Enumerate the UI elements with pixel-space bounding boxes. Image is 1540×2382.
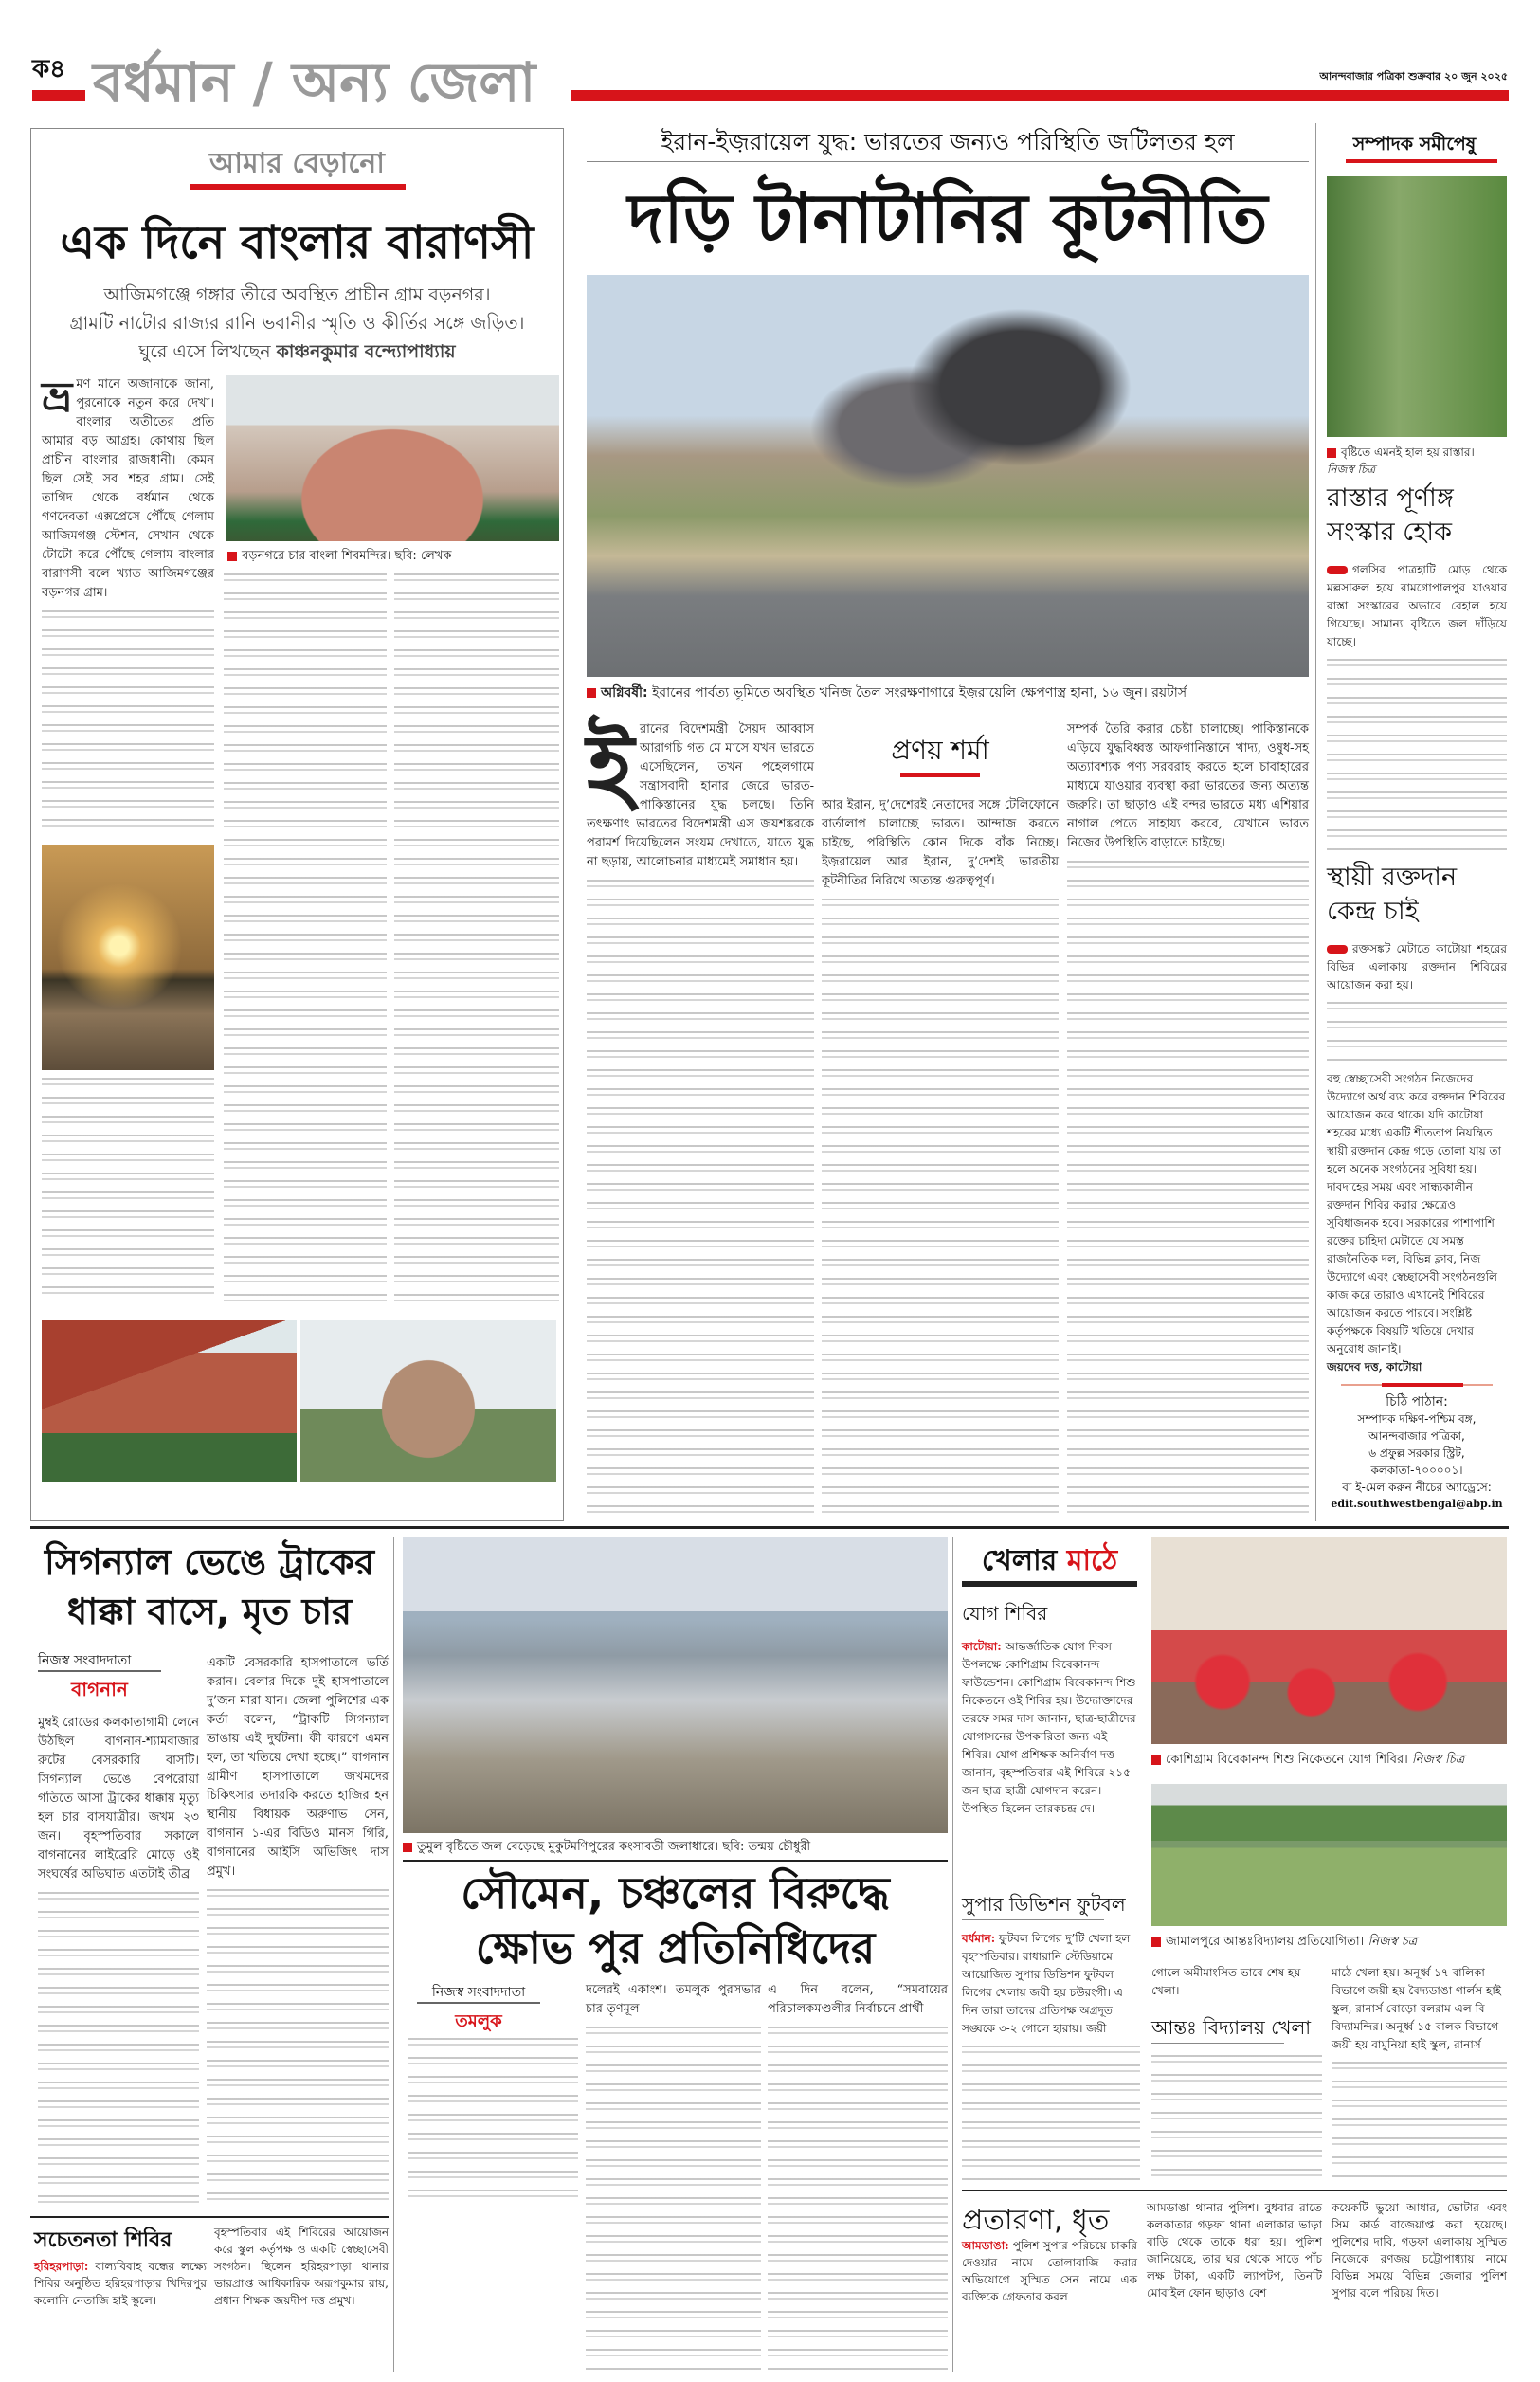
yoga-body xyxy=(962,1638,1137,1818)
broken-road-photo xyxy=(1327,176,1507,437)
caption-text: জামালপুরে আন্তঃবিদ্যালয় প্রতিযোগিতা। xyxy=(1166,1935,1365,1949)
letters-title-underline xyxy=(1346,159,1497,163)
tamluk-headline xyxy=(403,1865,948,1975)
travel-text-col-3 xyxy=(394,573,559,1303)
caption-marker-icon xyxy=(1151,1937,1161,1947)
travel-lead-text: মণ মানে অজানাকে জানা, পুরনোকে নতুন করে দেখা। বাংলার অতীতের প্রতি আমার বড় আগ্রহ। কোথায় ছিল প্রাচীন বাংলার রাজধানী। কেমন ছিল সেই সব শহর গ্রাম। সেই তাগিদ থেকে বর্ধমান থেকে গণদেবতা এক্সপ্রেসে পৌঁছে গেলাম আজিমগঞ্জ স্টেশন, সেখান থেকে টোটো করে পৌঁছে গেলাম বাংলার বারাণসী বলে খ্যাত আজিমগঞ্জের বড়নগর গ্রাম। xyxy=(42,377,214,600)
headline-rule xyxy=(1151,2043,1284,2044)
byline-prefix: ঘুরে এসে লিখছেন xyxy=(138,341,271,362)
temple-photo-right xyxy=(300,1320,556,1482)
caption-text: ইরানের পার্বত্য ভূমিতে অবস্থিত খনিজ তৈল সংরক্ষণাগারে ইজ়রায়েলি ক্ষেপণাস্ত্র হানা, ১৬ জুন। রয়টার্স xyxy=(652,685,1187,700)
fraud-text: পুলিশ সুপার পরিচয়ে চাকরি দেওয়ার নামে তোলাবাজি করার অভিযোগে সুস্মিত সেন নামে এক ব্যক্তিকে গ্রেফতার করল xyxy=(962,2239,1137,2303)
main-photo-caption xyxy=(587,684,1309,701)
caption-text: কোশিগ্রাম বিবেকানন্দ শিশু নিকেতনে যোগ শিবির। xyxy=(1166,1753,1408,1767)
temple-photo xyxy=(226,375,559,541)
column-divider xyxy=(393,1537,394,2372)
fraud-col-3: কয়েকটি ভুয়ো আধার, ভোটার এবং সিম কার্ড বাজেয়াপ্ত করা হয়েছে। পুলিশের দাবি, গড়ফা এলাকায় সুস্মিত নিজেকে রণজয় চট্টোপাধ্যায় নামে বিভিন্ন সময়ে বিভিন্ন জেলার পুলিশ সুপার বলে পরিচয় দিত। xyxy=(1332,2201,1507,2300)
main-col-1 xyxy=(587,714,814,872)
football-photo-caption xyxy=(1151,1934,1507,1951)
caption-marker-icon xyxy=(587,688,596,698)
football-photo xyxy=(1151,1784,1507,1926)
main-col-2-wrap xyxy=(822,796,1059,1517)
author-underline xyxy=(900,773,980,777)
send-letters-box xyxy=(1322,1393,1512,1513)
letter-2-wrap xyxy=(1327,940,1507,1376)
accident-col-1-continued xyxy=(38,1892,199,2207)
main-col-2-continued xyxy=(822,899,1059,1517)
send-address-line: ৬ প্রফুল্ল সরকার স্ট্রিট, xyxy=(1368,1446,1465,1460)
caption-rule xyxy=(403,1860,948,1862)
dateline: বর্ধমান: xyxy=(962,1932,996,1945)
reservoir-photo xyxy=(403,1537,948,1833)
letters-photo-caption xyxy=(1327,444,1507,478)
main-col-3-continued xyxy=(1067,861,1309,1517)
yoga-headline: যোগ শিবির xyxy=(962,1602,1048,1625)
letter-body-continued xyxy=(1327,659,1507,853)
sports-section-title xyxy=(962,1537,1137,1586)
football-text: ফুটবল লিগের দু’টি খেলা হল বৃহস্পতিবার। রাধারানি স্টেডিয়ামে আয়োজিত সুপার ডিভিশন ফুটবল লিগের খেলায় জয়ী হয় চউরংগী। এ দিন তারা তাদের প্রতিপক্ষ অগ্রদূত সঙ্ঘকে ৩-২ গোলে হারায়। জয়ী xyxy=(962,1932,1131,2035)
headline-line: সৌমেন, চঞ্চলের বিরুদ্ধে xyxy=(461,1867,890,1918)
travel-kicker: আমার বেড়ানো xyxy=(209,147,385,180)
tamluk-byline: নিজস্ব সংবাদদাতা xyxy=(431,1985,526,2000)
travel-col-1 xyxy=(42,375,214,1304)
caption-label: অগ্নিবর্ষী: xyxy=(601,685,648,700)
letter-headline: রাস্তার পূর্ণাঙ্গ সংস্কার হোক xyxy=(1327,483,1454,547)
section-accent-bar-left xyxy=(32,90,85,101)
yoga-photo xyxy=(1151,1537,1507,1744)
letter-body xyxy=(1327,940,1507,994)
tamluk-col-3: এ দিন বলেন, “সমবায়ের পরিচালকমণ্ডলীর নির্বাচনে প্রার্থী xyxy=(768,1983,948,2016)
travel-byline xyxy=(30,337,564,366)
send-address-line: আনন্দবাজার পত্রিকা, xyxy=(1368,1429,1465,1443)
awareness-headline: সচেতনতা শিবির xyxy=(34,2228,172,2252)
section-title-b: মাঠে xyxy=(1066,1544,1118,1577)
main-kicker: ইরান-ইজ়রায়েল যুদ্ধ: ভারতের জন্যও পরিস্থিতি জটিলতর হল xyxy=(661,128,1235,155)
drop-cap: ভ্র xyxy=(42,373,73,422)
awareness-text: বাল্যবিবাহ বন্ধের লক্ষ্যে শিবির অনুষ্ঠিত হরিহরপাড়ার খিদিরপুর কলোনি নেতাজি হাই স্কুলে। xyxy=(34,2260,207,2307)
tamluk-col-3-continued xyxy=(768,2027,948,2373)
accident-headline: সিগন্যাল ভেঙে ট্রাকের ধাক্কা বাসে, মৃত চার xyxy=(44,1541,374,1632)
travel-deck-line: গ্রামটি নাটোর রাজ্যর রানি ভবানীর স্মৃতি ও কীর্তির সঙ্গে জড়িত। xyxy=(69,313,525,334)
main-col-1-continued xyxy=(587,880,814,1517)
headline-line: ক্ষোভ পুর প্রতিনিধিদের xyxy=(475,1922,876,1973)
main-author: প্রণয় শর্মা xyxy=(891,735,989,766)
football-headline: সুপার ডিভিশন ফুটবল xyxy=(962,1893,1126,1916)
tamluk-col-2: দলেরই একাংশ। তমলুক পুরসভার চার তৃণমূল xyxy=(586,1983,761,2016)
school-sports-body-continued xyxy=(1332,2062,1507,2180)
dateline: আমডাঙা: xyxy=(962,2239,1009,2252)
lower-section-rule xyxy=(30,1526,1509,1529)
letter-headline: স্থায়ী রক্তদান কেন্দ্র চাই xyxy=(1327,863,1458,926)
send-address-line: বা ই-মেল করুন নীচের অ্যাড্রেসে: xyxy=(1342,1481,1492,1494)
travel-text-col-1b xyxy=(42,1078,214,1304)
page-number: ক৪ xyxy=(32,55,66,83)
accident-col-2-wrap xyxy=(207,1654,389,2207)
main-kicker-rule xyxy=(587,161,1309,162)
school-sports-wrap xyxy=(1332,1964,1507,2180)
missile-strike-photo xyxy=(587,275,1309,677)
accident-col-2: একটি বেসরকারি হাসপাতালে ভর্তি করান। বেলার দিকে দুই হাসপাতালে দু’জন মারা যান। জেলা পুলিশের এক কর্তা বলেন, “ট্রাকটি সিগন্যাল ভাঙায় এই দুর্ঘটনা। কী কারণে এমন হল, তা খতিয়ে দেখা হচ্ছে।” বাগনান গ্রামীণ হাসপাতালে জখমদের চিকিৎসার তদারকি করতে হাজির হন স্থানীয় বিধায়ক অরুণাভ সেন, বাগনান ১-এর বিডিও মানস গিরি, বাগনানের আইসি অভিজিৎ দাস প্রমুখ। xyxy=(207,1656,389,1879)
letter-text: রক্তসঙ্কট মেটাতে কাটোয়া শহরের বিভিন্ন এলাকায় রক্তদান শিবিরের আয়োজন করা হয়। xyxy=(1327,942,1507,991)
send-address-line: সম্পাদক দক্ষিণ-পশ্চিম বঙ্গ, xyxy=(1357,1412,1477,1426)
main-col-1-text: রানের বিদেশমন্ত্রী সৈয়দ আব্বাস আরাগচি গত মে মাসে যখন ভারতে এসেছিলেন, তখন পহেলগামে সন্ত্রাসবাদী হানার জেরে ভারত-পাকিস্তানের যুদ্ধ চলছে। তিনি তৎক্ষণাৎ ভারতের বিদেশমন্ত্রী এস জয়শঙ্করকে পরামর্শ দিয়েছিলেন সংযম দেখাতে, যাতে যুদ্ধ না ছড়ায়, আলোচনার মাধ্যমেই সমাধান হয়। xyxy=(587,722,814,869)
letter-closing xyxy=(1327,1070,1507,1376)
football-wrap xyxy=(962,1930,1140,2180)
main-headline: দড়ি টানাটানির কূটনীতি xyxy=(627,178,1268,258)
tamluk-col-1 xyxy=(408,2038,578,2209)
tamluk-col-3-wrap xyxy=(768,1981,948,2373)
dateline: কাটোয়া: xyxy=(962,1640,1002,1653)
reservoir-photo-caption xyxy=(403,1839,948,1856)
sunset-photo xyxy=(42,845,214,1070)
photo-credit: নিজস্ব চিত্র xyxy=(1411,1753,1465,1767)
football-body-continued xyxy=(962,2046,1140,2180)
main-col-3-wrap xyxy=(1067,720,1309,1517)
caption-text: তুমুল বৃষ্টিতে জল বেড়েছে মুকুটমণিপুরের কংসাবতী জলাধারে। ছবি: তন্ময় চৌধুরী xyxy=(417,1840,811,1854)
tamluk-col-2-continued xyxy=(586,2027,761,2373)
accident-col-1-wrap xyxy=(38,1714,199,2207)
main-col-2: আর ইরান, দু’দেশেরই নেতাদের সঙ্গে টেলিফোনে বার্তালাপ চালাচ্ছে ভারত। আন্দাজ করতে চাইছে, পরিস্থিতি কোন দিকে বাঁক নিচ্ছে। ইজ়রায়েল আর ইরান, দু’দেশই ভারতীয় কূটনীতির নিরিখে অত্যন্ত গুরুত্বপূর্ণ। xyxy=(822,798,1059,888)
column-divider xyxy=(952,1537,953,2372)
letter-text: বহু স্বেচ্ছাসেবী সংগঠন নিজেদের উদ্যোগে অর্থ ব্যয় করে রক্তদান শিবিরের আয়োজন করে থাকে। যদি কাটোয়া শহরের মধ্যে একটি শীততাপ নিয়ন্ত্রিত স্থায়ী রক্তদান কেন্দ্র গড়ে তোলা যায় তা হলে অনেক সংগঠনের সুবিধা হয়। দাবদাহের সময় এবং সান্ধ্যকালীন রক্তদান শিবির করার ক্ষেত্রেও সুবিধাজনক হবে। সরকারের পাশাপাশি রক্তের চাহিদা মেটাতে যে সমস্ত রাজনৈতিক দল, বিভিন্ন ক্লাব, নিজ উদ্যোগে এবং স্বেচ্ছাসেবী সংগঠনগুলি কাজ করে তারাও এখানেই শিবিরের আয়োজন করতে পারবে। সংশ্লিষ্ট কর্তৃপক্ষকে বিষয়টি খতিয়ে দেখার অনুরোধ জানাই। xyxy=(1327,1072,1506,1355)
pin-icon xyxy=(1327,566,1348,574)
accident-col-1: মুম্বই রোডের কলকাতাগামী লেনে উঠছিল বাগনান-শ্যামবাজার রুটের বেসরকারি বাসটি। সিগন্যাল ভেঙে বেপরোয়া গতিতে আসা ট্রাকের ধাক্কায় মৃত্যু হল চার বাসযাত্রীর। জখম ২৩ জন। বৃহস্পতিবার সকালে বাগনানের লাইব্রেরি মোড়ে ওই সংঘর্ষের অভিঘাত এতটাই তীব্র xyxy=(38,1716,199,1882)
travel-deck xyxy=(30,281,564,366)
tamluk-dateline: তমলুক xyxy=(455,2011,502,2031)
travel-text-col-1 xyxy=(42,610,214,837)
accident-dateline: বাগনান xyxy=(71,1678,128,1700)
section-title-a: খেলার xyxy=(981,1544,1067,1577)
travel-headline: এক দিনে বাংলার বারাণসী xyxy=(60,216,534,269)
email-link[interactable]: edit.southwestbengal@abp.in xyxy=(1331,1498,1503,1510)
temple-photo-left xyxy=(42,1320,297,1482)
author: কাঞ্চনকুমার বন্দ্যোপাধ্যায় xyxy=(276,341,456,362)
caption-text: বৃষ্টিতে এমনই হাল হয় রাস্তার। xyxy=(1341,445,1475,459)
caption-marker-icon xyxy=(1327,448,1336,458)
main-col-3: সম্পর্ক তৈরি করার চেষ্টা চালাচ্ছে। পাকিস্তানকে এড়িয়ে যুদ্ধবিধ্বস্ত আফগানিস্তানে খাদ্য, ওষুধ-সহ অত্যাবশ্যক পণ্য সরবরাহ করতে হলে চাবাহারের মাধ্যমে যাওয়ার ব্যবস্থা করা ভারতের জন্য অত্যন্ত জরুরি। তা ছাড়াও এই বন্দর ভারতে মধ্য এশিয়ার নাগাল পেতে সাহায্য করবে, যেখানে ভারত নিজের উপস্থিতি বাড়াতে চাইছে। xyxy=(1067,722,1309,850)
masthead-date: আনন্দবাজার পত্রিকা শুক্রবার ২০ জুন ২০২৫ xyxy=(1319,70,1508,82)
football-body-end: গোলে অমীমাংসিত ভাবে শেষ হয় খেলা। xyxy=(1151,1966,1301,1997)
letter-body xyxy=(1327,561,1507,651)
yoga-photo-caption xyxy=(1151,1752,1507,1769)
school-sports-headline: আন্তঃ বিদ্যালয় খেলা xyxy=(1151,2016,1312,2039)
letter-1-wrap xyxy=(1327,561,1507,853)
byline-rule xyxy=(417,2002,540,2004)
headline-rule xyxy=(962,1919,1104,1920)
travel-lead xyxy=(42,375,214,603)
football-body xyxy=(962,1930,1140,2038)
letter-text: গলসির পাত্রহাটি মোড় থেকে মল্লসারুল হয়ে রামগোপালপুর যাওয়ার রাস্তা সংস্কারের অভাবে বেহাল হয়ে গিয়েছে। সামান্য বৃষ্টিতে জল দাঁড়িয়ে যাচ্ছে। xyxy=(1327,563,1507,648)
caption-marker-icon xyxy=(227,552,237,561)
tamluk-col-2-wrap xyxy=(586,1981,761,2373)
letters-divider xyxy=(1315,123,1316,1521)
drop-cap: ই xyxy=(587,714,634,821)
caption-text: বড়নগরে চার বাংলা শিবমন্দির। ছবি: লেখক xyxy=(242,549,452,563)
travel-deck-line: আজিমগঞ্জে গঙ্গার তীরে অবস্থিত প্রাচীন গ্রাম বড়নগর। xyxy=(103,284,491,305)
photo-credit: নিজস্ব চিত্র xyxy=(1327,463,1376,476)
photo-credit: নিজস্ব চত্র xyxy=(1368,1935,1418,1949)
dateline: হরিহরপাড়া: xyxy=(34,2260,89,2273)
sports-title-bar xyxy=(962,1581,1137,1587)
fraud-col-1 xyxy=(962,2237,1137,2305)
letter-body-continued xyxy=(1327,1002,1507,1063)
awareness-rule xyxy=(30,2216,389,2218)
accident-byline: নিজস্ব সংবাদদাতা xyxy=(38,1653,132,1668)
caption-marker-icon xyxy=(1151,1755,1161,1765)
travel-kicker-underline xyxy=(190,184,406,190)
school-sports-col-2 xyxy=(1151,2055,1322,2178)
send-letters-title: চিঠি পাঠান: xyxy=(1386,1394,1448,1409)
pin-icon xyxy=(1327,945,1348,954)
byline-rule xyxy=(38,1670,161,1672)
letter-signature: জয়দেব দত্ত, কাটোয়া xyxy=(1327,1360,1422,1373)
main-col-1-wrap xyxy=(587,714,814,1517)
temple-photo-caption xyxy=(227,548,451,565)
letters-section-title: সম্পাদক সমীপেষু xyxy=(1352,134,1477,155)
yoga-text: আন্তর্জাতিক যোগ দিবস উপলক্ষে কোশিগ্রাম বিবেকানন্দ ফাউন্ডেশন। কোশিগ্রাম বিবেকানন্দ শিশু নিকেতনে ওই শিবির হয়। উদ্যোক্তাদের তরফে সমর দাস জানান, ছাত্র-ছাত্রীদের যোগাসনের উপকারিতা জন্য এই শিবির। যোগ প্রশিক্ষক অনির্বাণ দত্ত জানান, বৃহস্পতিবার এই শিবিরে ২১৫ জন ছাত্র-ছাত্রী যোগদান করেন। উপস্থিত ছিলেন তারকচন্দ্র দে। xyxy=(962,1640,1136,1815)
travel-text-col-2 xyxy=(224,573,387,1303)
fraud-headline: প্রতারণা, ধৃত xyxy=(962,2204,1110,2237)
fraud-col-2: আমডাঙা থানার পুলিশ। বুধবার রাতে কলকাতার গড়ফা থানা এলাকার ভাড়া বাড়ি থেকে তাকে ধরা হয়। পুলিশ জানিয়েছে, তার ঘর থেকে সাড়ে পাঁচ লক্ষ টাকা, একটি ল্যাপটপ, তিনটি মোবাইল ফোন ছাড়াও বেশ xyxy=(1147,2201,1322,2300)
section-title: বর্ধমান / অন্য জেলা xyxy=(93,50,536,115)
awareness-col-2: বৃহস্পতিবার এই শিবিরের আয়োজন করে স্কুল কর্তৃপক্ষ ও একটি স্বেচ্ছাসেবী সংগঠন। ছিলেন হরিহরপাড়া থানার ভারপ্রাপ্ত আধিকারিক অরূপকুমার রায়, প্রধান শিক্ষক জয়দীপ দত্ত প্রমুখ। xyxy=(214,2226,389,2307)
caption-marker-icon xyxy=(403,1843,412,1852)
send-address-line: কলকাতা-৭০০০০১। xyxy=(1370,1464,1463,1477)
section-accent-bar xyxy=(571,90,1509,101)
accident-col-2-continued xyxy=(207,1889,389,2207)
school-sports-body: মাঠে খেলা হয়। অনূর্ধ্ব ১৭ বালিকা বিভাগে জয়ী হয় বৈদ্যডাঙা গার্লস হাই স্কুল, রানার্স বোড়ো বলরাম এল বি বিদ্যামন্দির। অনূর্ধ্ব ১৫ বালক বিভাগে জয়ী হয় বামুনিয়া হাই স্কুল, রানার্স xyxy=(1332,1966,1502,2051)
awareness-col-1 xyxy=(34,2258,207,2309)
fraud-rule xyxy=(962,2190,1507,2191)
send-letters-rule-accent xyxy=(1382,1383,1463,1387)
